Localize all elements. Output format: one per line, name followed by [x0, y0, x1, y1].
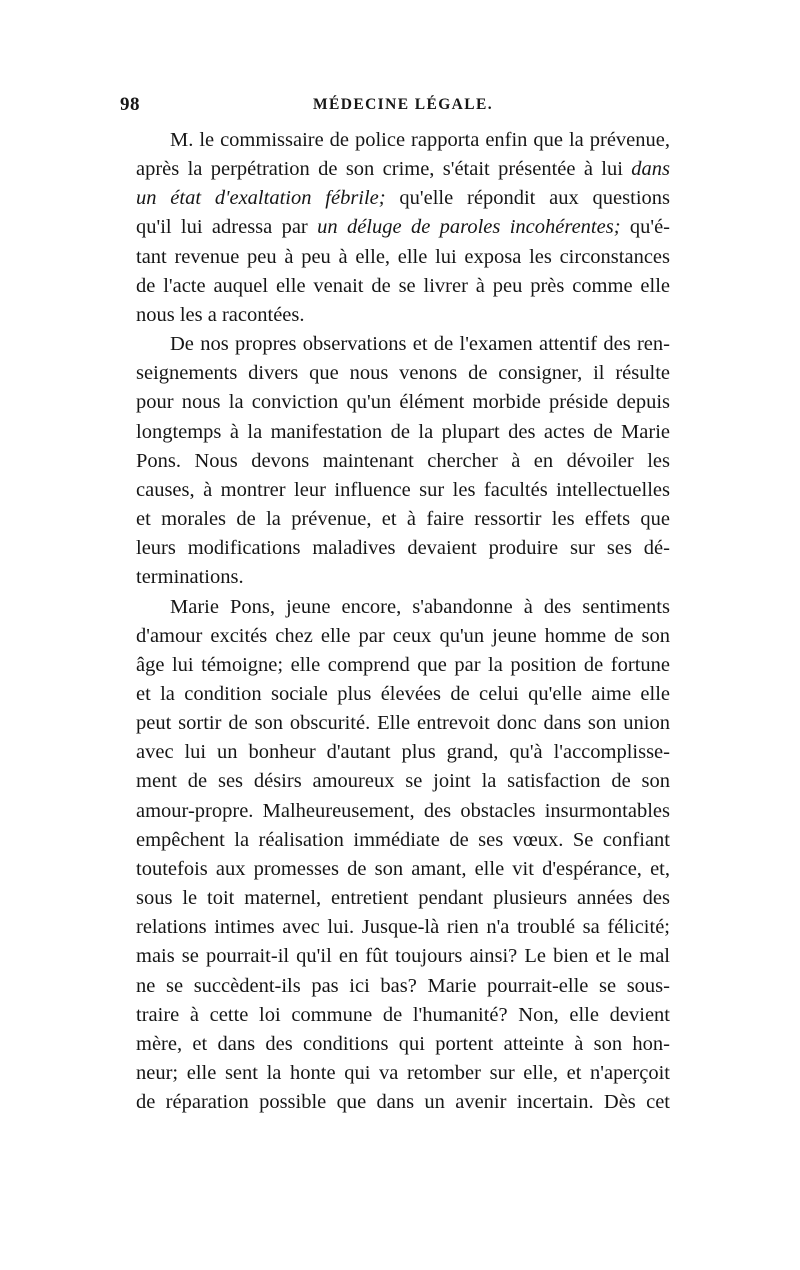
text-line: et morales de la prévenue, et à faire ressortir les effets que: [136, 508, 670, 531]
text-line: de l'acte auquel elle venait de se livrer à peu près comme elle: [136, 274, 670, 297]
text-line: ne se succèdent-ils pas ici bas? Marie pourrait-elle se sous-: [136, 974, 670, 997]
running-head: [120, 94, 670, 120]
text-line: M. le commissaire de police rapporta enfin que la prévenue,: [170, 129, 670, 151]
paragraph-2: [136, 330, 670, 592]
text-line: avec lui un bonheur d'autant plus grand, qu'à l'accomplisse-: [136, 741, 670, 764]
text-line-1-1: après la perpétration de son crime, s'était présentée à lui: [136, 158, 632, 181]
text-line: causes, à montrer leur influence sur les facultés intellectuelles: [136, 478, 670, 501]
text-line: [136, 213, 670, 242]
text-line: pour nous la conviction qu'un élément morbide préside depuis: [136, 391, 670, 414]
text-line: relations intimes avec lui. Jusque-là rien n'a troublé sa félicité;: [136, 916, 670, 939]
text-line: leurs modifications maladives devaient produire sur ses dé-: [136, 537, 670, 560]
text-line: et la condition sociale plus élevées de celui qu'elle aime elle: [136, 682, 670, 705]
text-line: ment de ses désirs amoureux se joint la satisfaction de son: [136, 770, 670, 793]
italic-text: dans: [631, 158, 670, 181]
text-line: longtemps à la manifestation de la plupart des actes de Marie: [136, 420, 670, 443]
text-line: Marie Pons, jeune encore, s'abandonne à des sentiments: [170, 595, 670, 618]
italic-text: un déluge de paroles incohérentes;: [317, 216, 621, 239]
text-line: peut sortir de son obscurité. Elle entrevoit donc dans son union: [136, 712, 670, 735]
text-line: amour-propre. Malheureusement, des obstacles insurmontables: [136, 799, 670, 822]
text-line: sous le toit maternel, entretient pendant plusieurs années des: [136, 887, 670, 910]
text-line: seignements divers que nous venons de consigner, il résulte: [136, 362, 670, 385]
text-line: empêchent la réalisation immédiate de ses vœux. Se confiant: [136, 828, 670, 851]
text-line: d'amour excités chez elle par ceux qu'un jeune homme de son: [136, 624, 670, 647]
text-line: Pons. Nous devons maintenant chercher à en dévoiler les: [136, 449, 670, 472]
text-line: de réparation possible que dans un avenir incertain. Dès cet: [136, 1091, 670, 1114]
text-line: mais se pourrait-il qu'il en fût toujours ainsi? Le bien et le mal: [136, 945, 670, 968]
text-line: toutefois aux promesses de son amant, elle vit d'espérance, et,: [136, 857, 670, 880]
text-line: [136, 184, 670, 213]
italic-text: un état d'exaltation fébrile;: [136, 187, 386, 210]
text-line: De nos propres observations et de l'examen attentif des ren-: [170, 333, 670, 356]
text-line: terminations.: [136, 566, 244, 589]
text-line-1-3b: qu'é-: [620, 216, 670, 239]
body-text: [136, 126, 670, 1117]
text-line: traire à cette loi commune de l'humanité? Non, elle devient: [136, 1003, 670, 1026]
text-line: mère, et dans des conditions qui portent atteinte à son hon-: [136, 1032, 670, 1055]
text-line: tant revenue peu à peu à elle, elle lui exposa les circonstances: [136, 245, 670, 268]
paragraph-1: [136, 126, 670, 330]
text-line-1-2: qu'elle répondit aux questions: [385, 187, 670, 210]
text-line-1-3a: qu'il lui adressa par: [136, 216, 318, 239]
text-line: [136, 155, 670, 184]
page-number: 98: [120, 94, 140, 115]
running-title: MÉDECINE LÉGALE.: [312, 96, 493, 113]
text-line: âge lui témoigne; elle comprend que par la position de fortune: [136, 653, 670, 676]
text-line: nous les a racontées.: [136, 303, 305, 326]
text-line: neur; elle sent la honte qui va retomber sur elle, et n'aperçoit: [136, 1062, 670, 1084]
paragraph-3: [136, 593, 670, 1118]
